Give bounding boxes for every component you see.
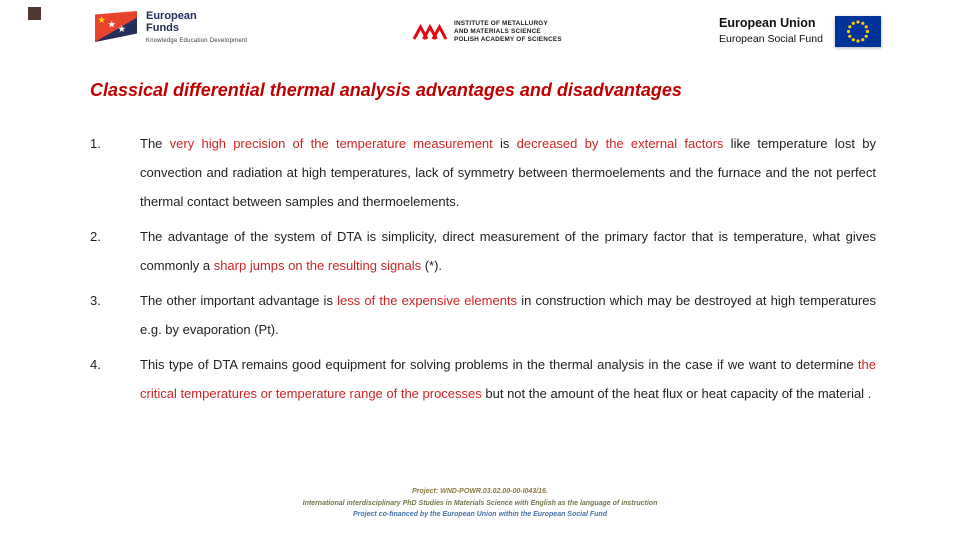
- list-item: [90, 129, 876, 216]
- slide-corner-mark: [28, 7, 41, 20]
- european-union-logo: [719, 16, 881, 47]
- institute-name-line1: INSTITUTE OF METALLURGY: [454, 20, 548, 27]
- star-icon: ★: [97, 15, 107, 26]
- list-item-text: The other important advantage is less of the expensive elements in construction which may be destroyed at high temperatures e.g. by evaporation (Pt).: [140, 293, 876, 337]
- mountain-zigzag-icon: [413, 24, 447, 41]
- institute-name-line3: POLISH ACADEMY OF SCIENCES: [454, 36, 562, 43]
- eu-flag-icon: [835, 16, 881, 47]
- institute-logo: [413, 20, 562, 44]
- european-funds-text: [146, 11, 247, 44]
- list-item-number: 3.: [90, 293, 101, 308]
- list-item-text: This type of DTA remains good equipment for solving problems in the thermal analysis in the case if we want to determine the critical temperatures or temperature range of the processes but not the amount of the heat flux or heat capacity of the material .: [140, 357, 876, 401]
- list-item-number: 2.: [90, 229, 101, 244]
- european-union-text: [719, 16, 823, 45]
- footer-cofinancing-note: Project co-financed by the European Union within the European Social Fund: [353, 511, 607, 518]
- european-funds-flag-icon: [95, 11, 137, 42]
- star-icon: ★: [107, 19, 117, 31]
- page-title: Classical differential thermal analysis advantages and disadvantages: [90, 80, 682, 100]
- institute-name-line2: AND MATERIALS SCIENCE: [454, 28, 541, 35]
- list-item-number: 1.: [90, 136, 101, 151]
- footer-project-number: Project: WND-POWR.03.02.00-00-I043/16.: [412, 488, 548, 495]
- list-item-text: The advantage of the system of DTA is simplicity, direct measurement of the primary factor that is temperature, what gives commonly a sharp jumps on the resulting signals (*).: [140, 229, 876, 273]
- european-funds-logo: [95, 11, 247, 44]
- european-funds-title: [146, 11, 247, 34]
- list-item-number: 4.: [90, 357, 101, 372]
- star-icon: ★: [117, 24, 127, 35]
- european-funds-title-line1: European: [146, 10, 197, 22]
- european-union-title: European Union: [719, 16, 816, 30]
- footer-project-name: International interdisciplinary PhD Studies in Materials Science with English as the language of instruction: [302, 499, 658, 507]
- institute-name: [454, 20, 562, 44]
- european-union-subtitle: European Social Fund: [719, 33, 823, 45]
- list-item: [90, 350, 876, 408]
- european-funds-subtitle: Knowledge Education Development: [146, 38, 248, 44]
- numbered-list: [90, 129, 876, 414]
- slide-footer: [0, 486, 960, 521]
- list-item: [90, 286, 876, 344]
- list-item-text: The very high precision of the temperature measurement is decreased by the external factors like temperature lost by convection and radiation at high temperatures, lack of symmetry between thermoelements and the furnace and the not perfect thermal contact between samples and thermoelements.: [140, 136, 876, 209]
- list-item: [90, 222, 876, 280]
- european-funds-title-line2: Funds: [146, 21, 179, 34]
